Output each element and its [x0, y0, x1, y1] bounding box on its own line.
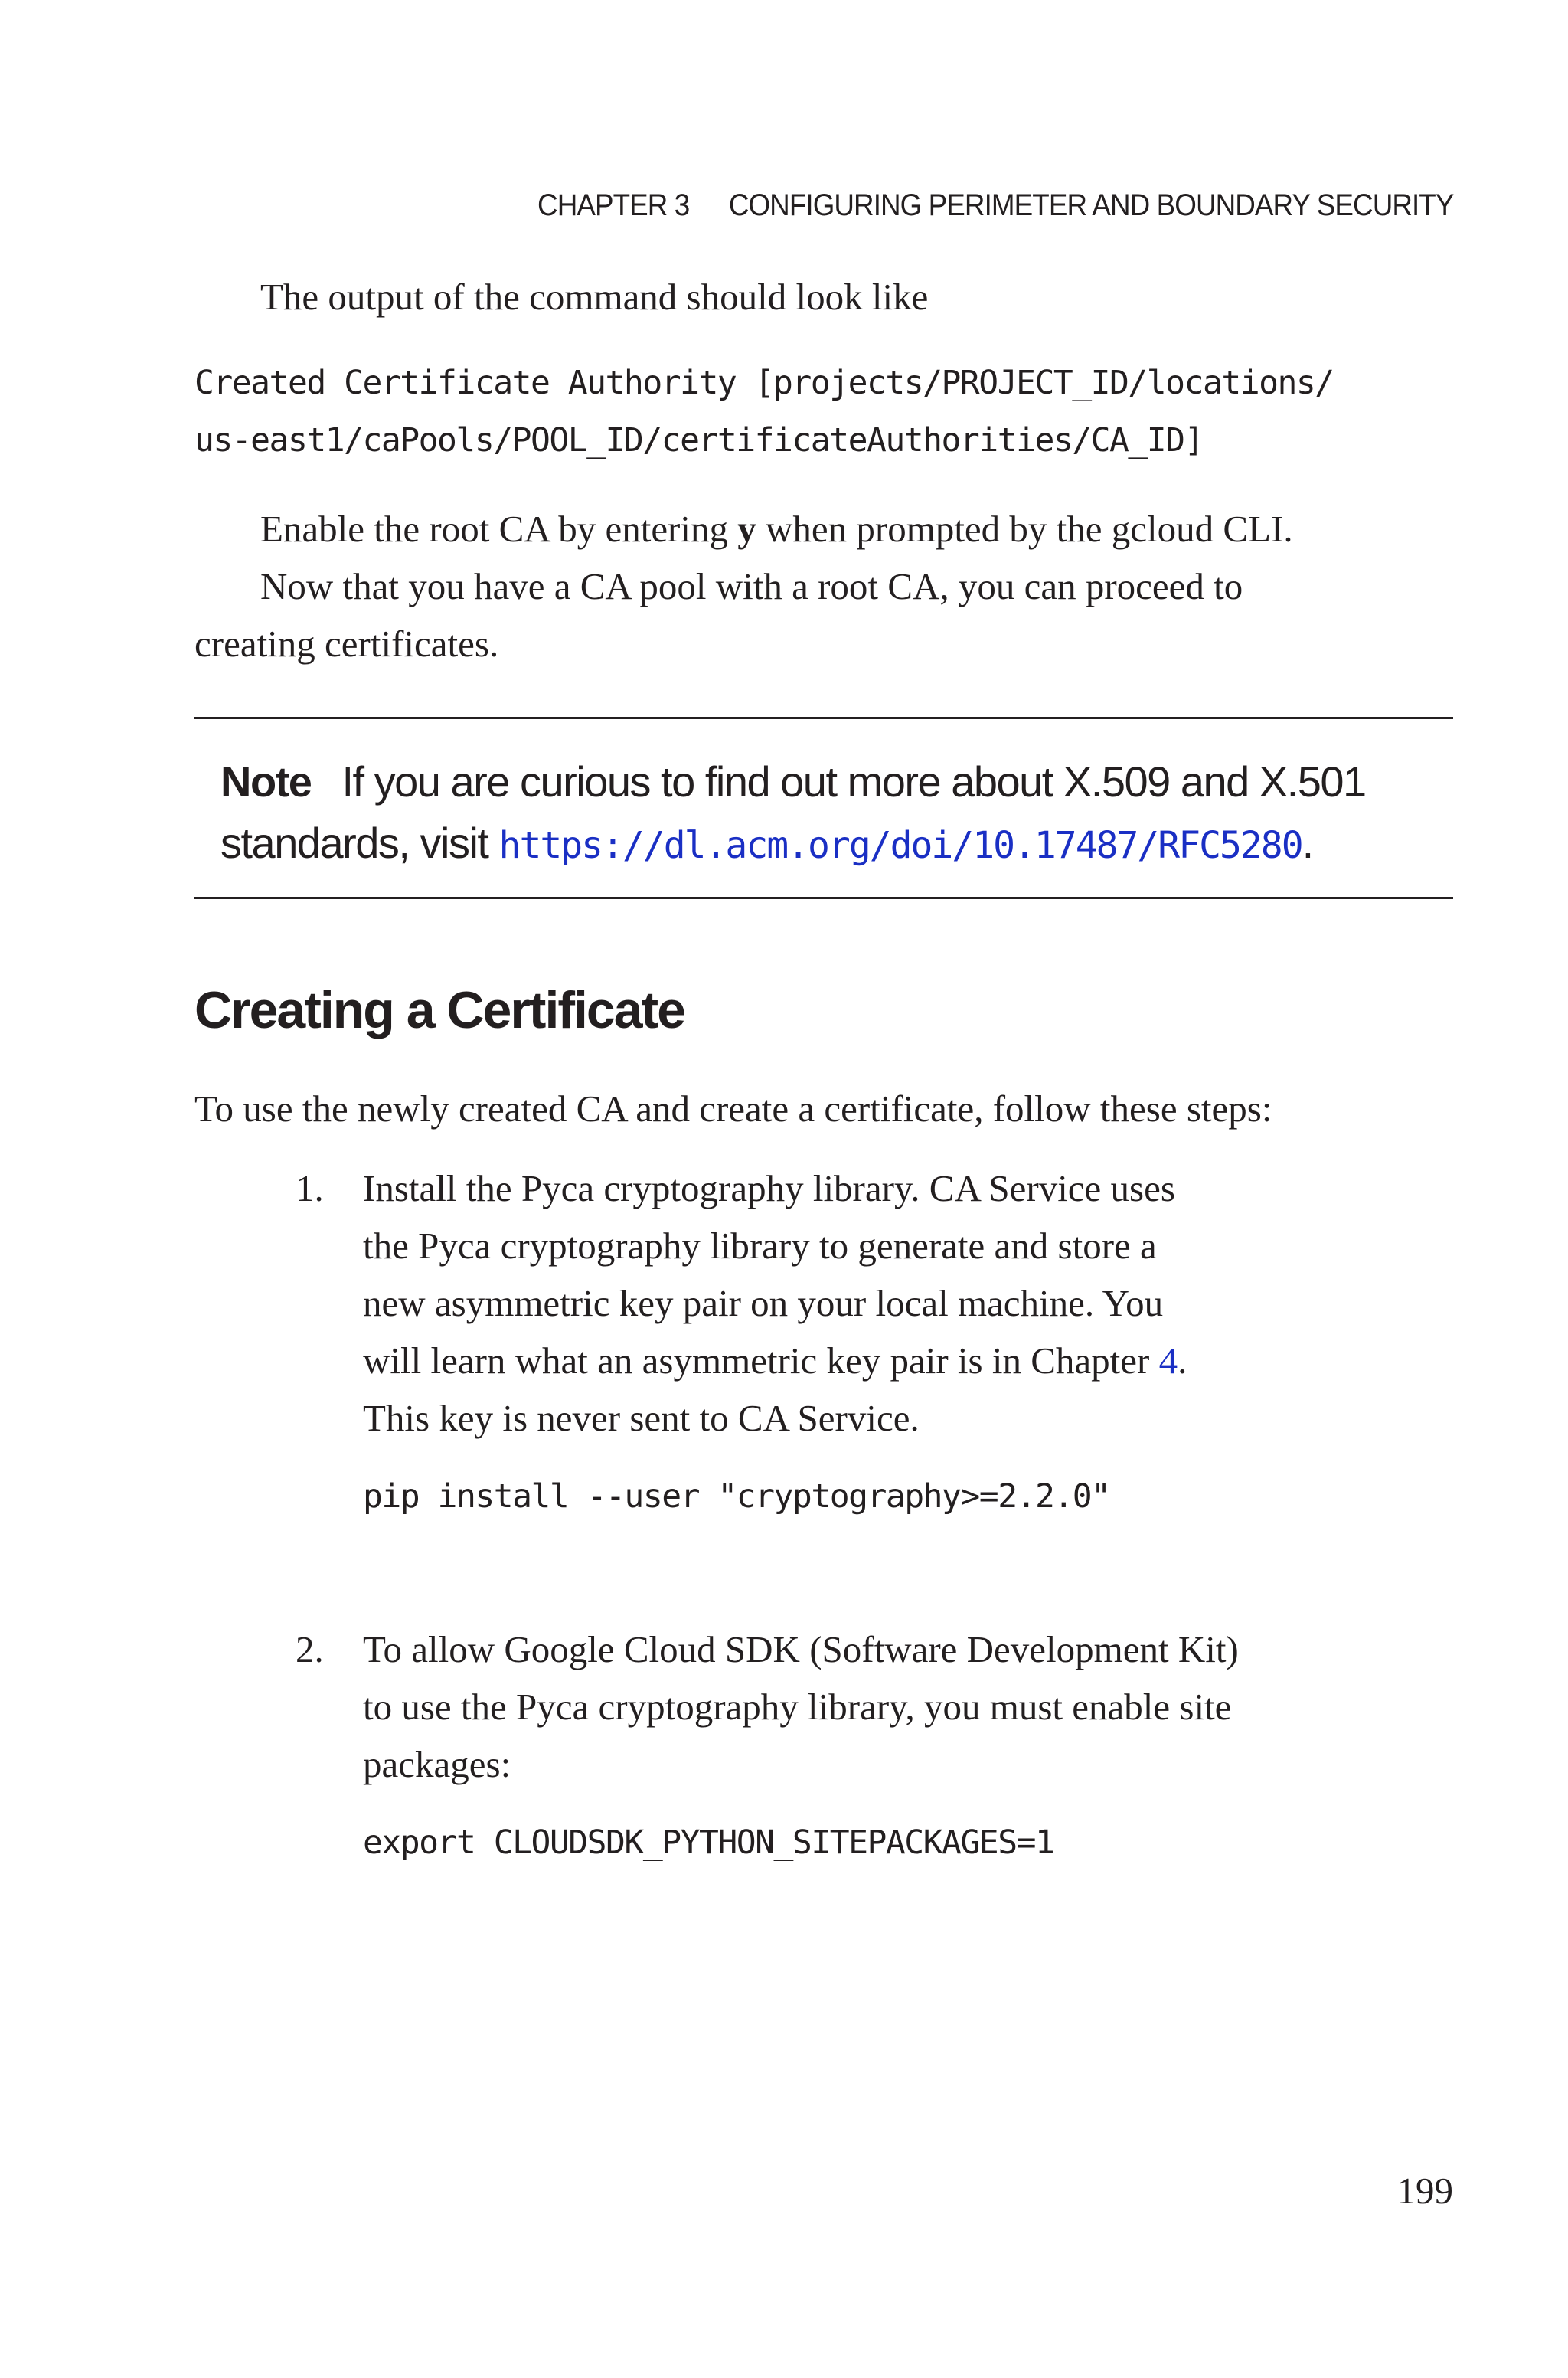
- output-code-block: [194, 355, 1334, 469]
- step-body: [363, 1160, 1266, 1526]
- chapter-title: CONFIGURING PERIMETER AND BOUNDARY SECURITY: [728, 188, 1453, 222]
- step-number: 2.: [296, 1628, 324, 1670]
- chapter-number: CHAPTER 3: [537, 188, 689, 222]
- step-text: [363, 1160, 1220, 1447]
- section-heading: Creating a Certificate: [194, 981, 684, 1039]
- step-number: 1.: [296, 1167, 324, 1209]
- enable-ca-paragraph: [194, 500, 1453, 558]
- page-number: 199: [1396, 2170, 1453, 2212]
- enable-text: Enable the root CA by entering: [260, 508, 738, 550]
- note-end: .: [1302, 819, 1313, 867]
- note-text: [220, 751, 1438, 876]
- rfc-link[interactable]: https://dl.acm.org/doi/10.17487/RFC5280: [498, 824, 1302, 867]
- note-box: [194, 717, 1453, 899]
- step-text-part: Install the Pyca cryptography library. CA Service uses the Pyca cryptography library to generate and store a new asymmetric key pair on your local machine. You will learn what an asymmetric key pair is in Chapter: [363, 1167, 1175, 1382]
- proceed-paragraph: Now that you have a CA pool with a root CA, you can proceed to creating certificates.: [194, 565, 1243, 665]
- step-body: [363, 1621, 1266, 1872]
- note-body: If you are curious to find out more about X.509 and X.501 standards, visit: [220, 757, 1366, 867]
- enable-key: y: [737, 508, 756, 550]
- note-label: Note: [220, 757, 312, 806]
- step-text: To allow Google Cloud SDK (Software Development Kit) to use the Pyca cryptography library, you must enable site packages:: [363, 1628, 1239, 1785]
- step-code: export CLOUDSDK_PYTHON_SITEPACKAGES=1: [363, 1824, 1054, 1862]
- step-text-part: . This key is never sent to CA Service.: [363, 1339, 1187, 1439]
- output-code-line: us-east1/caPools/POOL_ID/certificateAuthorities/CA_ID]: [194, 421, 1203, 460]
- step-code: pip install --user "cryptography>=2.2.0": [363, 1477, 1110, 1516]
- section-lead-paragraph: To use the newly created CA and create a certificate, follow these steps:: [194, 1088, 1272, 1130]
- enable-text: when prompted by the gcloud CLI.: [756, 508, 1293, 550]
- output-lead-paragraph: The output of the command should look like: [260, 276, 929, 318]
- output-code-line: Created Certificate Authority [projects/PROJECT_ID/locations/: [194, 364, 1334, 402]
- running-head: [537, 188, 1453, 223]
- chapter-xref-link[interactable]: 4: [1158, 1339, 1178, 1382]
